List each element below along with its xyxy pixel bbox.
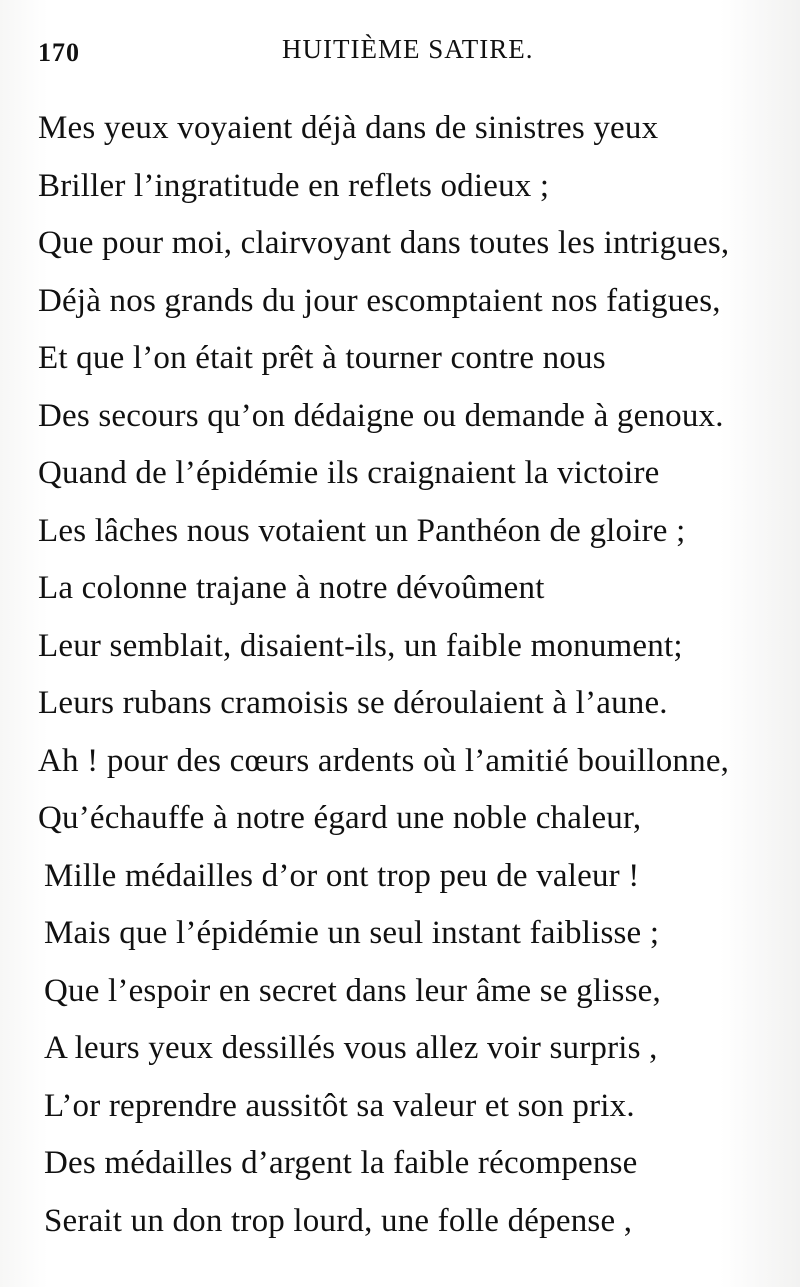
verse-line: Mes yeux voyaient déjà dans de sinistres yeux [38, 110, 659, 146]
verse-line: A leurs yeux dessillés vous allez voir surpris , [44, 1030, 658, 1066]
verse-line: L’or reprendre aussitôt sa valeur et son prix. [44, 1087, 635, 1124]
verse-line: Des médailles d’argent la faible récompense [44, 1145, 638, 1181]
verse-line: Les lâches nous votaient un Panthéon de gloire ; [38, 512, 686, 549]
verse-line: Mille médailles d’or ont trop peu de valeur ! [44, 857, 640, 894]
poem-text [38, 100, 778, 1250]
verse-line: La colonne trajane à notre dévoûment [38, 570, 545, 606]
page-header [38, 34, 558, 74]
verse-line: Quand de l’épidémie ils craignaient la victoire [38, 455, 660, 491]
verse-line: Briller l’ingratitude en reflets odieux ; [38, 167, 550, 204]
verse-line: Mais que l’épidémie un seul instant faiblisse ; [44, 915, 660, 951]
page-number: 170 [38, 38, 80, 67]
verse-line: Serait un don trop lourd, une folle dépense , [44, 1202, 633, 1239]
verse-line: Leurs rubans cramoisis se déroulaient à l’aune. [38, 685, 668, 721]
running-title: HUITIÈME SATIRE. [282, 34, 534, 64]
verse-line: Déjà nos grands du jour escomptaient nos fatigues, [38, 282, 721, 319]
verse-line: Des secours qu’on dédaigne ou demande à genoux. [38, 397, 724, 434]
verse-line: Leur semblait, disaient-ils, un faible monument; [38, 627, 683, 664]
verse-line: Que pour moi, clairvoyant dans toutes les intrigues, [38, 225, 730, 261]
verse-line: Qu’échauffe à notre égard une noble chaleur, [38, 800, 642, 836]
verse-line: Et que l’on était prêt à tourner contre nous [38, 340, 606, 376]
verse-line: Ah ! pour des cœurs ardents où l’amitié bouillonne, [38, 742, 730, 779]
verse-line: Que l’espoir en secret dans leur âme se glisse, [44, 972, 661, 1009]
